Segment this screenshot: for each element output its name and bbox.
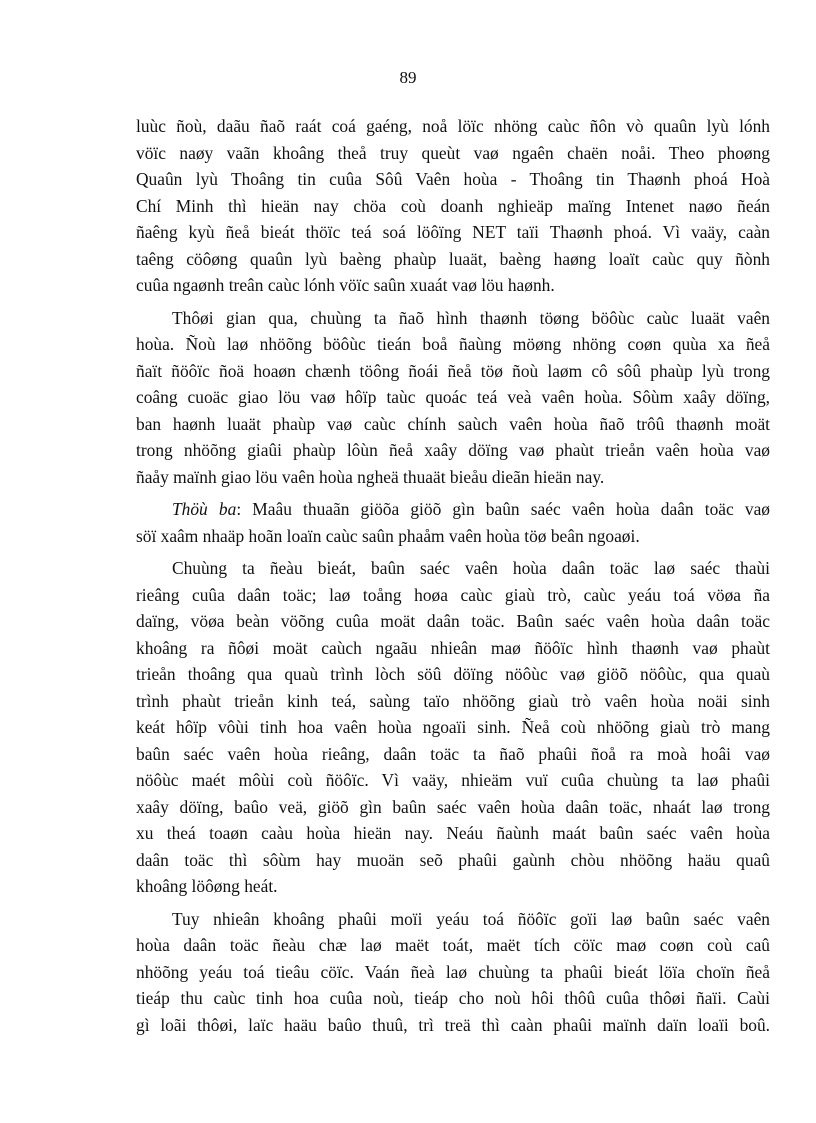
text-line: rieâng cuûa daân toäc; laø toång hoøa caùc giaù trò, caùc yeáu toá vöøa ña [136,584,770,605]
text-line: ñaït ñöôïc ñoä hoaøn chænh töông ñoái ñeå töø ñoù laøm cô sôû phaùp lyù trong [136,360,770,381]
paragraph [136,496,770,549]
text-line: hoùa. Ñoù laø nhöõng böôùc tieán boå ñaùng möøng nhöng coøn quùa xa ñeå [136,334,770,354]
text-line: gì loãi thôøi, laïc haäu baûo thuû, trì treä thì caàn phaûi maïnh daïn loaïi boû. [136,1014,770,1035]
text-line: khoâng ra ñôøi moät caùch ngaãu nhieân maø ñöôïc hình thaønh vaø phaùt [136,637,770,658]
text-line: nöôùc maét môùi coù ñöôïc. Vì vaäy, nhieäm vuï cuûa chuùng ta laø phaûi [136,770,770,790]
text-line: coâng cuoäc giao löu vaø hôïp taùc quoác teá veà vaên hoùa. Sôùm xaây döïng, [136,387,770,407]
text-line: trong nhöõng giaûi phaùp lôùn ñeå xaây döïng vaø phaùt trieån vaên hoùa vaø [136,440,770,460]
section-lead: Thöù ba [172,499,237,519]
text-line: Tuy nhieân khoâng phaûi moïi yeáu toá ñöôïc goïi laø baûn saéc vaên [172,908,770,929]
text-line: ñaêng kyù ñeå bieát thöïc teá soá löôïng NET taïi Thaønh phoá. Vì vaäy, caàn [136,222,770,242]
text-line: xaây döïng, baûo veä, giöõ gìn baûn saéc vaên hoùa daân toäc, nhaát laø trong [136,796,770,817]
text-line: ban haønh luaät phaùp vaø caùc chính saùch vaên hoùa ñaõ trôû thaønh moät [136,413,770,434]
text-line: baûn saéc vaên hoùa rieâng, daân toäc ta ñaõ phaûi ñoå ra moà hoâi vaø [136,743,770,764]
text-line-rest: : Maâu thuaãn giöõa giöõ gìn baûn saéc vaên hoùa daân toäc vaø [236,499,770,519]
text-line: khoâng löôøng heát. [136,876,278,896]
text-line: xu theá toaøn caàu hoùa hieän nay. Neáu ñaùnh maát baûn saéc vaên hoùa [136,823,770,843]
page-number: 89 [399,68,417,87]
text-line: ñaåy maïnh giao löu vaên hoùa ngheä thuaät bieåu dieãn hieän nay. [136,466,605,487]
text-line: trình phaùt trieån kinh teá, saùng taïo nhöõng giaù trò vaên hoùa noäi sinh [136,690,770,711]
body-text [136,113,770,1044]
text-line: luùc ñoù, daãu ñaõ raát coá gaéng, noå löïc nhöng caùc ñôn vò quaûn lyù lónh [136,116,770,136]
text-line: keát hôïp vôùi tinh hoa vaên hoùa ngoaïi sinh. Ñeå coù nhöõng giaù trò mang [136,717,770,737]
text-line: Chí Minh thì hieän nay chöa coù doanh nghieäp maïng Intenet naøo ñeán [136,195,770,216]
text-line: vöïc naøy vaãn khoâng theå truy queùt vaø ngaên chaën noåi. Theo phoøng [136,142,770,163]
text-line: Thôøi gian qua, chuùng ta ñaõ hình thaønh töøng böôùc caùc luaät vaên [172,307,770,328]
text-line: söï xaâm nhaäp hoãn loaïn caùc saûn phaåm vaên hoùa töø beân ngoaøi. [136,525,640,546]
paragraph [136,906,770,1039]
paragraph [136,305,770,491]
text-line: Quaûn lyù Thoâng tin cuûa Sôû Vaên hoùa - Thoâng tin Thaønh phoá Hoà [136,169,770,189]
text-line: taêng cöôøng quaûn lyù baèng phaùp luaät, baèng haøng loaït caùc quy ñònh [136,248,770,269]
paragraph [136,113,770,299]
text-line: daân toäc thì sôùm hay muoän seõ phaûi gaùnh chòu nhöõng haäu quaû [136,849,770,870]
text-line: cuûa ngaønh treân caùc lónh vöïc saûn xuaát vaø löu haønh. [136,275,555,295]
text-line [136,496,770,523]
text-line: hoùa daân toäc ñeàu chæ laø maët toát, maët tích cöïc maø coøn coù caû [136,935,770,955]
text-line: trieån thoâng qua quaù trình lòch söû döïng nöôùc vaø giöõ nöôùc, qua quaù [136,664,770,684]
paragraph [136,555,770,900]
text-line: Chuùng ta ñeàu bieát, baûn saéc vaên hoùa daân toäc laø saéc thaùi [172,558,770,578]
text-line: tieáp thu caùc tinh hoa cuûa noù, tieáp cho noù hôi thôû cuûa thôøi ñaïi. Caùi [136,988,770,1008]
text-line: nhöõng yeáu toá tieâu cöïc. Vaán ñeà laø chuùng ta phaûi bieát löïa choïn ñeå [136,961,770,982]
text-line: daïng, vöøa beàn vöõng cuûa moät daân toäc. Baûn saéc vaên hoùa daân toäc [136,611,770,631]
